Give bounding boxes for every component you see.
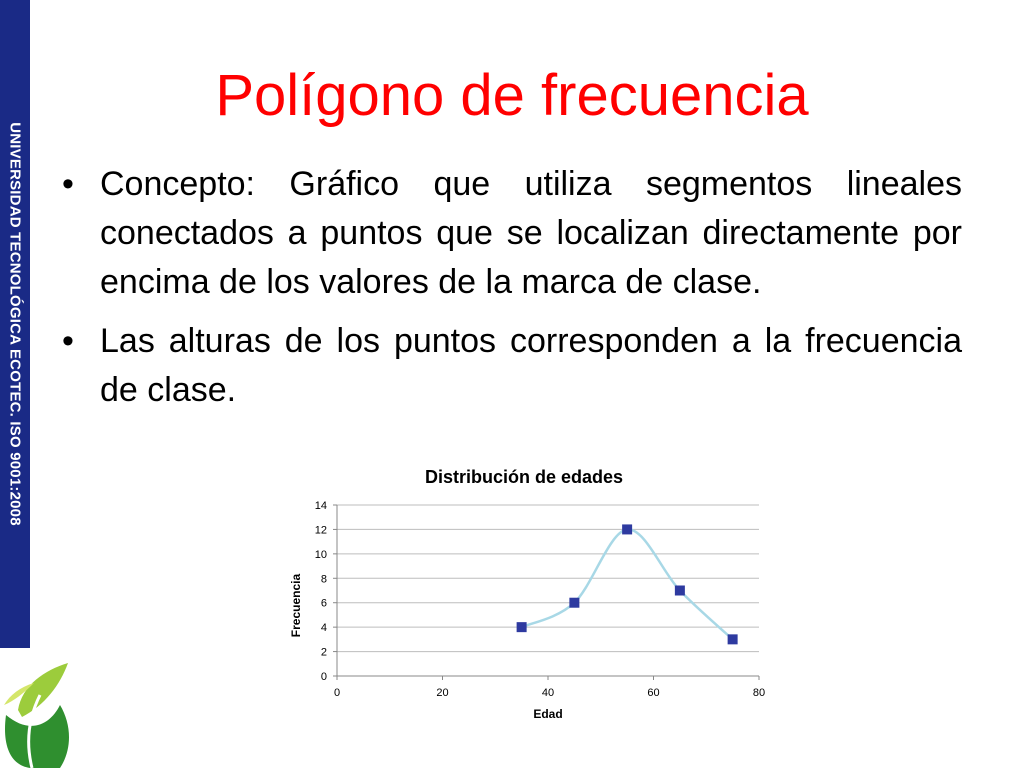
y-tick-label: 6 [320, 597, 327, 610]
bullet-item [60, 317, 962, 415]
data-point [728, 634, 738, 644]
x-axis-label: Edad [533, 707, 563, 721]
y-tick-label: 8 [320, 573, 327, 586]
x-tick-label: 40 [541, 687, 555, 699]
chart-title: Distribución de edades [424, 467, 624, 487]
y-tick-label: 12 [314, 524, 327, 537]
series-line [522, 529, 733, 639]
data-point [569, 598, 579, 608]
x-tick-label: 80 [752, 687, 766, 699]
bullet-marker: • [62, 322, 74, 360]
y-tick-label: 4 [320, 622, 327, 635]
frequency-polygon-chart [280, 455, 780, 730]
data-point [517, 622, 527, 632]
sidebar-university-text: UNIVERSIDAD TECNOLÓGICA ECOTEC. ISO 9001:2008 [6, 122, 24, 526]
bullet-text: Concepto: Gráfico que utiliza segmentos lineales conectados a puntos que se localizan directamente por encima de los valores de la marca de clase. [100, 165, 962, 301]
leaf-logo-icon [0, 655, 72, 768]
bullet-marker: • [62, 165, 74, 203]
bullet-item [60, 160, 962, 307]
data-point [622, 524, 632, 534]
bullet-text: Las alturas de los puntos corresponden a la frecuencia de clase. [100, 322, 962, 409]
y-axis-label: Frecuencia [289, 573, 303, 638]
y-tick-label: 0 [320, 671, 327, 683]
x-tick-label: 20 [436, 687, 449, 699]
slide-title: Polígono de frecuencia [215, 63, 809, 128]
y-tick-label: 14 [314, 500, 327, 512]
y-tick-label: 2 [320, 646, 327, 659]
x-tick-label: 60 [647, 687, 660, 699]
data-point [675, 586, 685, 596]
x-tick-label: 0 [333, 687, 341, 699]
bullet-list [60, 160, 962, 425]
y-tick-label: 10 [314, 548, 327, 561]
